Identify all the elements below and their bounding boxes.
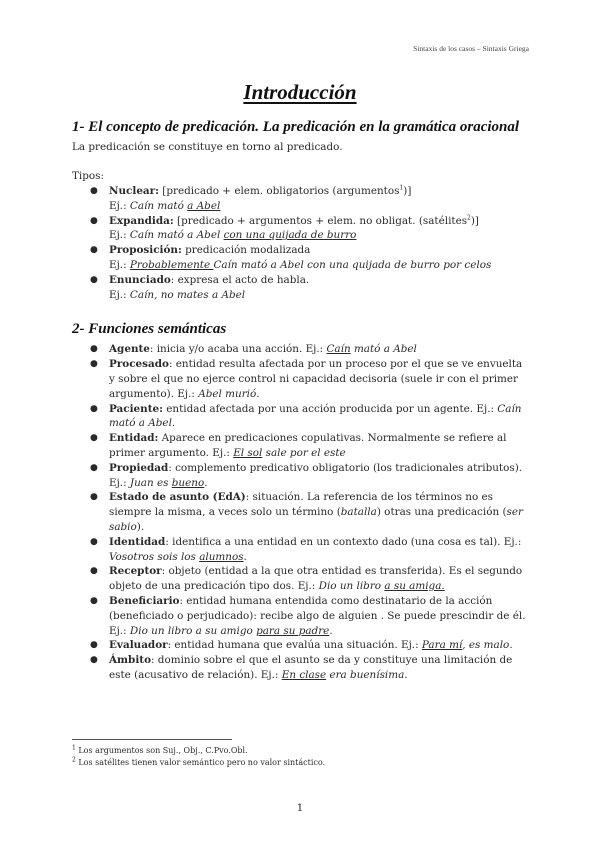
footnote-divider [72,739,232,740]
section-1-intro: La predicación se constituye en torno al predicado. [72,141,343,153]
list-item: ● Paciente: entidad afectada por una acción producida por un agente. Ej.: Caín mató a Abel. [90,402,522,430]
bullet-icon: ● [90,566,98,577]
list-item: ● Identidad: identifica a una entidad en un contexto dado (una cosa es tal). Ej.: Vosotros sois los alumnos. [90,535,522,563]
bullet-icon: ● [90,245,98,256]
list-item: ● Receptor: objeto (entidad a la que otra entidad es transferida). Es el segundo objeto de una predicación tipo dos. Ej.: Dio un libro a su amiga. [90,565,523,593]
bullet-icon: ● [90,492,98,503]
list-item: ● Beneficiario: entidad humana entendida como destinatario de la acción (beneficiado o perjudicado): recibe algo de alguien . Se puede prescindir de él. Ej.: Dio un libro a su amigo para su padre. [90,594,526,637]
bullet-icon: ● [90,655,98,666]
running-header: Sintaxis de los casos – Sintaxis Griega [413,44,529,53]
bullet-icon: ● [90,344,98,355]
list-item: ● Procesado: entidad resulta afectada por un proceso por el que se ve envuelta y sobre el que no ejerce control ni capacidad decisoria (suele ir con el primer argumento). Ej.: Abel murió. [90,358,523,400]
footnote: $^2$ Los satélites tienen valor semántico pero no valor sintáctico. [72,756,326,767]
list-item: ● Estado de asunto (EdA): situación. La referencia de los términos no es siempre la misma, a veces solo un término (batalla) otras una predicación (ser sabio). [90,491,523,533]
example: Ej.: Caín, no mates a Abel [109,288,246,301]
list-item: ● Evaluador: entidad humana que evalúa una situación. Ej.: Para mí, es malo. [90,639,513,652]
bullet-icon: ● [90,359,98,370]
bullet-icon: ● [90,403,98,414]
bullet-icon: ● [90,215,98,226]
footnote: $^1$ Los argumentos son Suj., Obj., C.Pvo.Obl. [72,744,248,755]
bullet-icon: ● [90,274,98,285]
bullet-icon: ● [90,433,98,444]
bullet-icon: ● [90,640,98,651]
list-item: ● Propiedad: complemento predicativo obligatorio (los tradicionales atributos). Ej.: Juan es bueno. [90,461,523,489]
bullet-icon: ● [90,462,98,473]
tipos-list [72,184,530,302]
list-item: ● Agente: inicia y/o acaba una acción. Ej.: Caín mató a Abel [90,343,417,356]
example: Ej.: Caín mató a Abel con una quijada de burro [109,229,357,242]
page-title: Introducción [243,80,357,104]
page-number: 1 [296,802,304,814]
list-item: ● Expandida: [predicado + argumentos + elem. no obligat. (satélites$^2$)] Ej.: Caín mató a Abel con una quijada de burro [72,214,530,244]
footnotes [72,739,530,769]
section-2-heading: 2- Funciones semánticas [72,321,227,338]
list-item: ● Entidad: Aparece en predicaciones copulativas. Normalmente se refiere al primer argumento. Ej.: El sol sale por el este [90,432,507,459]
funciones-list [72,342,530,682]
example: Ej.: Probablemente Caín mató a Abel con una quijada de burro por celos [109,258,492,271]
example: Ej.: Caín mató a Abel [109,199,221,212]
bullet-icon: ● [90,186,98,196]
document-body [72,118,530,683]
tipos-label: Tipos: [72,170,104,182]
list-item: ● Ámbito: dominio sobre el que el asunto se da y constituye una limitación de este (acusativo de relación). Ej.: En clase era buenísima. [90,654,513,681]
bullet-icon: ● [90,595,98,606]
list-item: ● Proposición: predicación modalizada Ej.: Probablemente Caín mató a Abel con una quijada de burro por celos [72,243,530,273]
list-item: ● Nuclear: [predicado + elem. obligatorios (argumentos$^1$)] Ej.: Caín mató a Abel [72,184,530,214]
section-1-heading: 1- El concepto de predicación. La predicación en la gramática oracional [72,119,520,135]
list-item: ● Enunciado: expresa el acto de habla. Ej.: Caín, no mates a Abel [72,273,530,303]
bullet-icon: ● [90,536,98,547]
